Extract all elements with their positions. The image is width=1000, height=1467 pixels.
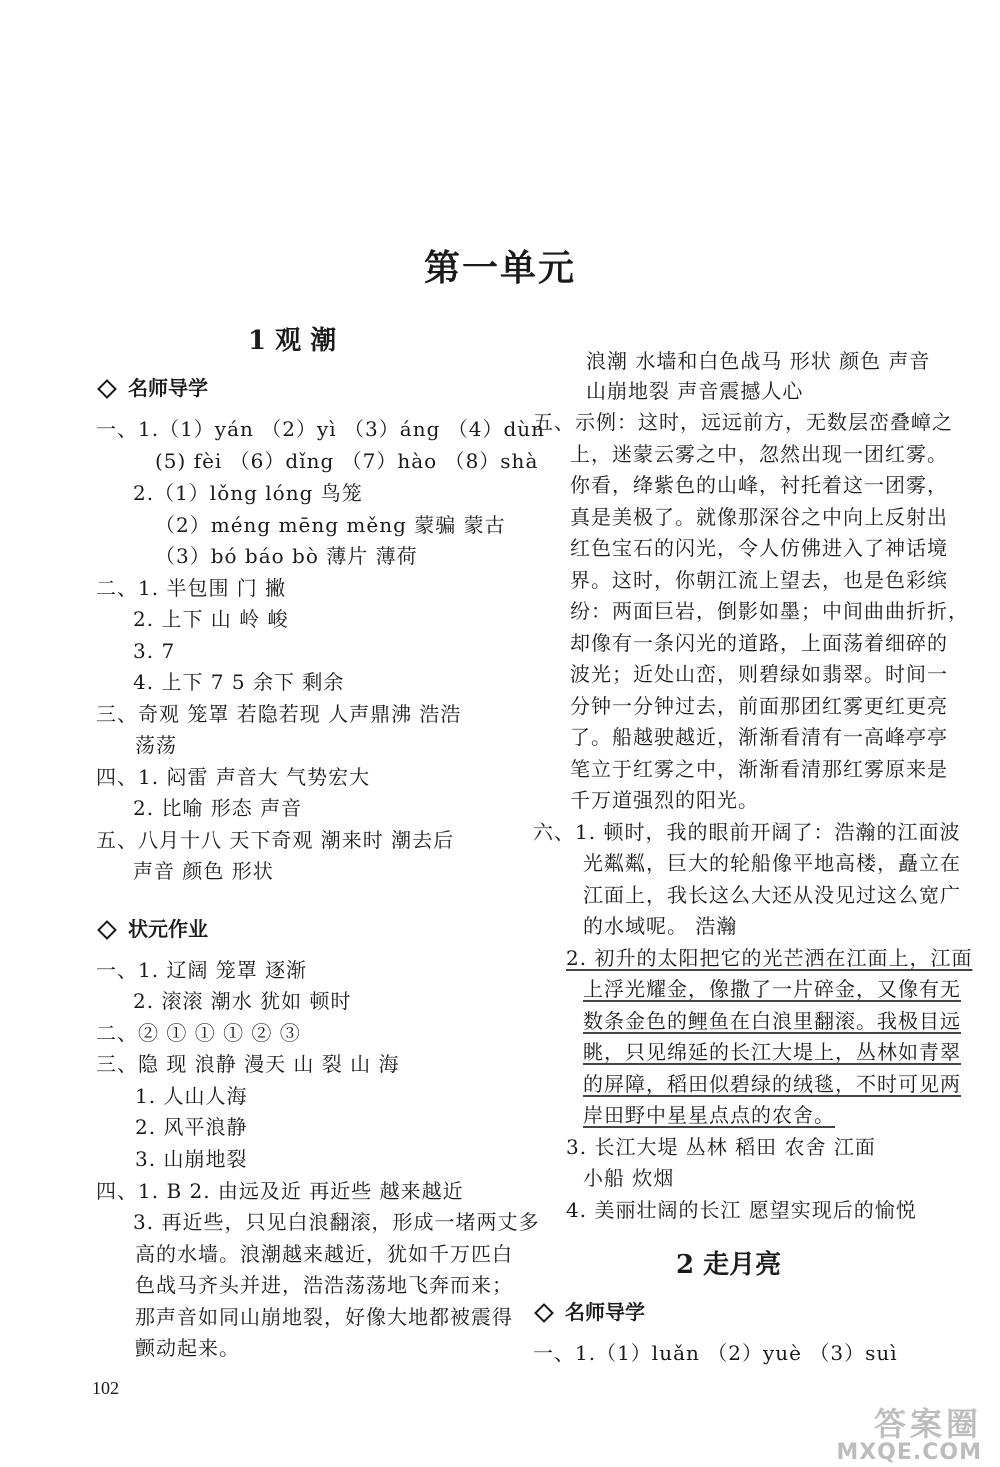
answer-line: 荡荡 bbox=[135, 733, 177, 757]
watermark-logo: 答案圈 MXQE.COM bbox=[836, 1405, 982, 1465]
answer-line: 岸田野中星星点点的农舍。 bbox=[583, 1103, 835, 1127]
answer-line: 二、② ① ① ① ② ③ bbox=[96, 1021, 301, 1045]
answer-line: 3. 7 bbox=[133, 639, 176, 663]
answer-line: 颤动起来。 bbox=[135, 1336, 240, 1360]
unit-title: 第一单元 bbox=[423, 247, 576, 289]
lesson-title-2: 2 走月亮 bbox=[676, 1250, 782, 1280]
answer-line: 笔立于红雾之中，渐渐看清那红雾原来是 bbox=[570, 757, 948, 781]
answer-line: 数条金色的鲤鱼在白浪里翻滚。我极目远 bbox=[583, 1009, 961, 1033]
answer-line: 千万道强烈的阳光。 bbox=[570, 788, 759, 812]
answer-line: 界。这时，你朝江流上望去，也是色彩缤 bbox=[570, 568, 948, 592]
answer-line: 高的水墙。浪潮越来越近，犹如千万匹白 bbox=[135, 1242, 513, 1266]
answer-line: 江面上，我长这么大还从没见过这么宽广 bbox=[583, 883, 961, 907]
answer-line: 纷：两面巨岩，倒影如墨；中间曲曲折折， bbox=[570, 599, 969, 623]
answer-line: 五、八月十八 天下奇观 潮来时 潮去后 bbox=[96, 828, 455, 852]
answer-line: 光粼粼，巨大的轮船像平地高楼，矗立在 bbox=[583, 851, 961, 875]
answer-line: 三、奇观 笼罩 若隐若现 人声鼎沸 浩浩 bbox=[96, 702, 462, 726]
answer-line: 的水域呢。 浩瀚 bbox=[583, 914, 738, 938]
diamond-icon bbox=[97, 920, 117, 940]
answer-line: （2）méng mēng měng 蒙骗 蒙古 bbox=[155, 513, 506, 537]
answer-line: 3. 山崩地裂 bbox=[135, 1147, 248, 1171]
answer-line: 五、示例：这时，远远前方，无数层峦叠嶂之 bbox=[533, 410, 953, 434]
answer-line: 三、隐 现 浪静 漫天 山 裂 山 海 bbox=[96, 1052, 400, 1076]
answer-line: (5) fèi （6）dǐng （7）hào （8）shà bbox=[155, 449, 539, 473]
lesson-title-1: 1 观 潮 bbox=[248, 326, 337, 356]
answer-line: 2. 上下 山 岭 峻 bbox=[133, 607, 289, 631]
diamond-icon bbox=[534, 1303, 554, 1323]
answer-line: 四、1. B 2. 由远及近 再近些 越来越近 bbox=[96, 1179, 464, 1203]
answer-line: 2. 滚滚 潮水 犹如 顿时 bbox=[133, 989, 352, 1013]
page-number: 102 bbox=[92, 1378, 119, 1398]
section-heading-zhuangyuan: 状元作业 bbox=[96, 913, 208, 942]
answer-line: （3）bó báo bò 薄片 薄荷 bbox=[155, 544, 418, 568]
answer-line: 上，迷蒙云雾之中，忽然出现一团红雾。 bbox=[570, 442, 948, 466]
answer-line: 真是美极了。就像那深谷之中向上反射出 bbox=[570, 505, 948, 529]
answer-line: 3. 再近些，只见白浪翻滚，形成一堵两丈多 bbox=[133, 1210, 540, 1234]
answer-line: 浪潮 水墙和白色战马 形状 颜色 声音 bbox=[586, 349, 931, 373]
answer-line: 1. 人山人海 bbox=[135, 1084, 248, 1108]
answer-line: 四、1. 闷雷 声音大 气势宏大 bbox=[96, 765, 371, 789]
section-heading-mingshi-2: 名师导学 bbox=[533, 1296, 645, 1325]
answer-line: 一、1.（1）luǎn （2）yuè （3）suì bbox=[533, 1341, 898, 1365]
answer-line: 2. 风平浪静 bbox=[135, 1115, 248, 1139]
answer-line: 六、1. 顿时，我的眼前开阔了：浩瀚的江面波 bbox=[533, 820, 961, 844]
answer-line: 的屏障，稻田似碧绿的绒毯，不时可见两 bbox=[583, 1072, 961, 1096]
answer-line: 却像有一条闪光的道路，上面荡着细碎的 bbox=[570, 631, 948, 655]
answer-line: 4. 美丽壮阔的长江 愿望实现后的愉悦 bbox=[566, 1198, 917, 1222]
answer-line: 分钟一分钟过去，前面那团红雾更红更亮 bbox=[570, 694, 948, 718]
answer-line: 波光；近处山峦，则碧绿如翡翠。时间一 bbox=[570, 662, 948, 686]
diamond-icon bbox=[97, 379, 117, 399]
answer-line: 二、1. 半包围 门 撇 bbox=[96, 576, 287, 600]
answer-line: 那声音如同山崩地裂，好像大地都被震得 bbox=[135, 1305, 513, 1329]
answer-line: 红色宝石的闪光，令人仿佛进入了神话境 bbox=[570, 536, 948, 560]
answer-line: 一、1.（1）yán （2）yì （3）áng （4）dùn bbox=[96, 417, 546, 441]
answer-line: 一、1. 辽阔 笼罩 逐渐 bbox=[96, 958, 308, 982]
answer-line: 2. 初升的太阳把它的光芒洒在江面上，江面 bbox=[566, 946, 973, 970]
answer-line: 你看，绛紫色的山峰，衬托着这一团雾， bbox=[570, 473, 948, 497]
answer-line: 小船 炊烟 bbox=[583, 1166, 675, 1190]
answer-line: 4. 上下 7 5 余下 剩余 bbox=[133, 670, 345, 694]
answer-line: 色战马齐头并进，浩浩荡荡地飞奔而来； bbox=[135, 1273, 513, 1297]
answer-line: 了。船越驶越近，渐渐看清有一高峰亭亭 bbox=[570, 725, 948, 749]
answer-line: 2. 比喻 形态 声音 bbox=[133, 796, 303, 820]
answer-line: 眺，只见绵延的长江大堤上，丛林如青翠 bbox=[583, 1040, 961, 1064]
answer-line: 3. 长江大堤 丛林 稻田 农舍 江面 bbox=[566, 1135, 876, 1159]
answer-line: 2.（1）lǒng lóng 鸟笼 bbox=[133, 481, 363, 505]
answer-line: 声音 颜色 形状 bbox=[133, 859, 274, 883]
answer-line: 上浮光耀金，像撒了一片碎金，又像有无 bbox=[583, 977, 961, 1001]
section-heading-mingshi-1: 名师导学 bbox=[96, 372, 208, 401]
answer-line: 山崩地裂 声音震撼人心 bbox=[586, 379, 804, 403]
